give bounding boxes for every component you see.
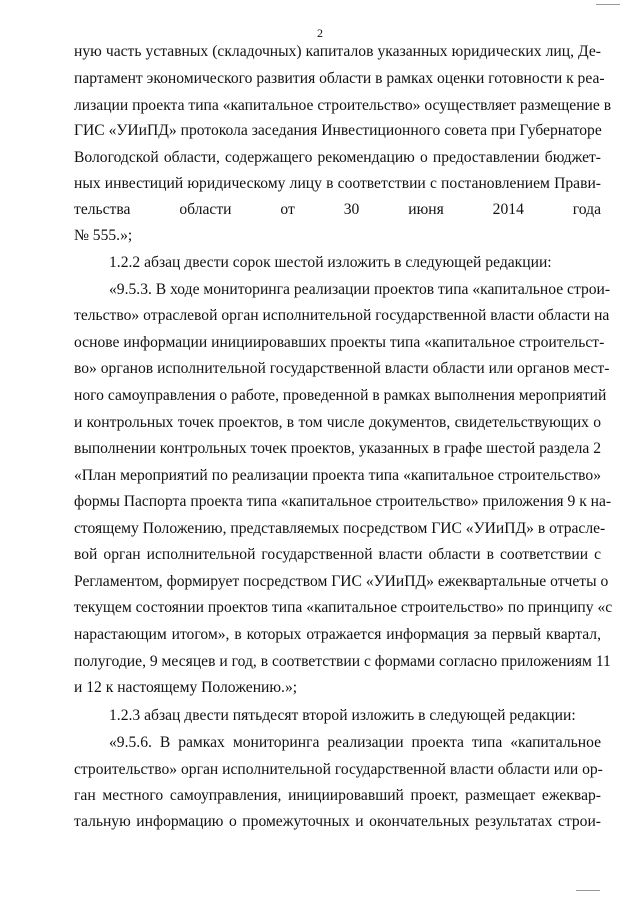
text-line: выполнении контрольных точек проектов, указанных в графе шестой раздела 2	[74, 440, 601, 457]
text-line: текущем состоянии проектов типа «капитальное строительство» по принципу «с	[74, 599, 613, 616]
text-line: тельство» отраслевой орган исполнительной государственной власти области на	[74, 307, 610, 324]
text-line: «9.5.3. В ходе мониторинга реализации проектов типа «капитальное строи-	[109, 281, 611, 298]
text-line: формы Паспорта проекта типа «капитальное строительство» приложения 9 к на-	[74, 493, 612, 510]
text-line: Вологодской области, содержащего рекомендацию о предоставлении бюджет-	[74, 149, 601, 166]
text-line: партамент экономического развития области в рамках оценки готовности к реа-	[74, 70, 605, 87]
text-line: ГИС «УИиПД» протокола заседания Инвестиционного совета при Губернаторе	[74, 122, 602, 139]
text-line: во» органов исполнительной государственной власти области или органов мест-	[74, 360, 610, 377]
text-line: тельства области от 30 июня 2014 года	[74, 201, 601, 218]
text-line: полугодие, 9 месяцев и год, в соответствии с формами согласно приложениям 11	[74, 653, 611, 670]
text-line: нарастающим итогом», в которых отражается информация за первый квартал,	[74, 626, 601, 643]
text-line: Регламентом, формирует посредством ГИС «УИиПД» ежеквартальные отчеты о	[74, 573, 609, 590]
text-line: ган местного самоуправления, инициировавший проект, размещает ежеквар-	[74, 787, 601, 804]
text-line: № 555.»;	[74, 227, 133, 244]
scan-mark-bottom	[576, 890, 600, 891]
text-line: лизации проекта типа «капитальное строительство» осуществляет размещение в	[74, 97, 612, 114]
text-line: основе информации инициировавших проекты типа «капитальное строительст-	[74, 334, 605, 351]
text-line: строительство» орган исполнительной государственной власти области или ор-	[74, 761, 603, 778]
text-line: ную часть уставных (складочных) капиталов указанных юридических лиц, Де-	[74, 43, 601, 60]
paragraph-heading: 1.2.2 абзац двести сорок шестой изложить в следующей редакции:	[109, 254, 552, 271]
page-number: 2	[317, 26, 323, 40]
text-line: тальную информацию о промежуточных и окончательных результатах строи-	[74, 813, 601, 830]
text-line: «9.5.6. В рамках мониторинга реализации проекта типа «капитальное	[109, 734, 601, 751]
text-line: вой орган исполнительной государственной власти области в соответствии с	[74, 546, 601, 563]
text-line: и 12 к настоящему Положению.»;	[74, 679, 298, 696]
text-line: и контрольных точек проектов, в том числе документов, свидетельствующих о	[74, 414, 601, 431]
paragraph-heading: 1.2.3 абзац двести пятьдесят второй изложить в следующей редакции:	[109, 707, 576, 724]
text-line: «План мероприятий по реализации проекта типа «капитальное строительство»	[74, 467, 601, 484]
text-line: ного самоуправления о работе, проведенной в рамках выполнения мероприятий	[74, 387, 607, 404]
text-line: ных инвестиций юридическому лицу в соответствии с постановлением Прави-	[74, 175, 601, 192]
scan-mark-top	[596, 4, 620, 5]
text-line: стоящему Положению, представляемых посредством ГИС «УИиПД» в отрасле-	[74, 520, 606, 537]
